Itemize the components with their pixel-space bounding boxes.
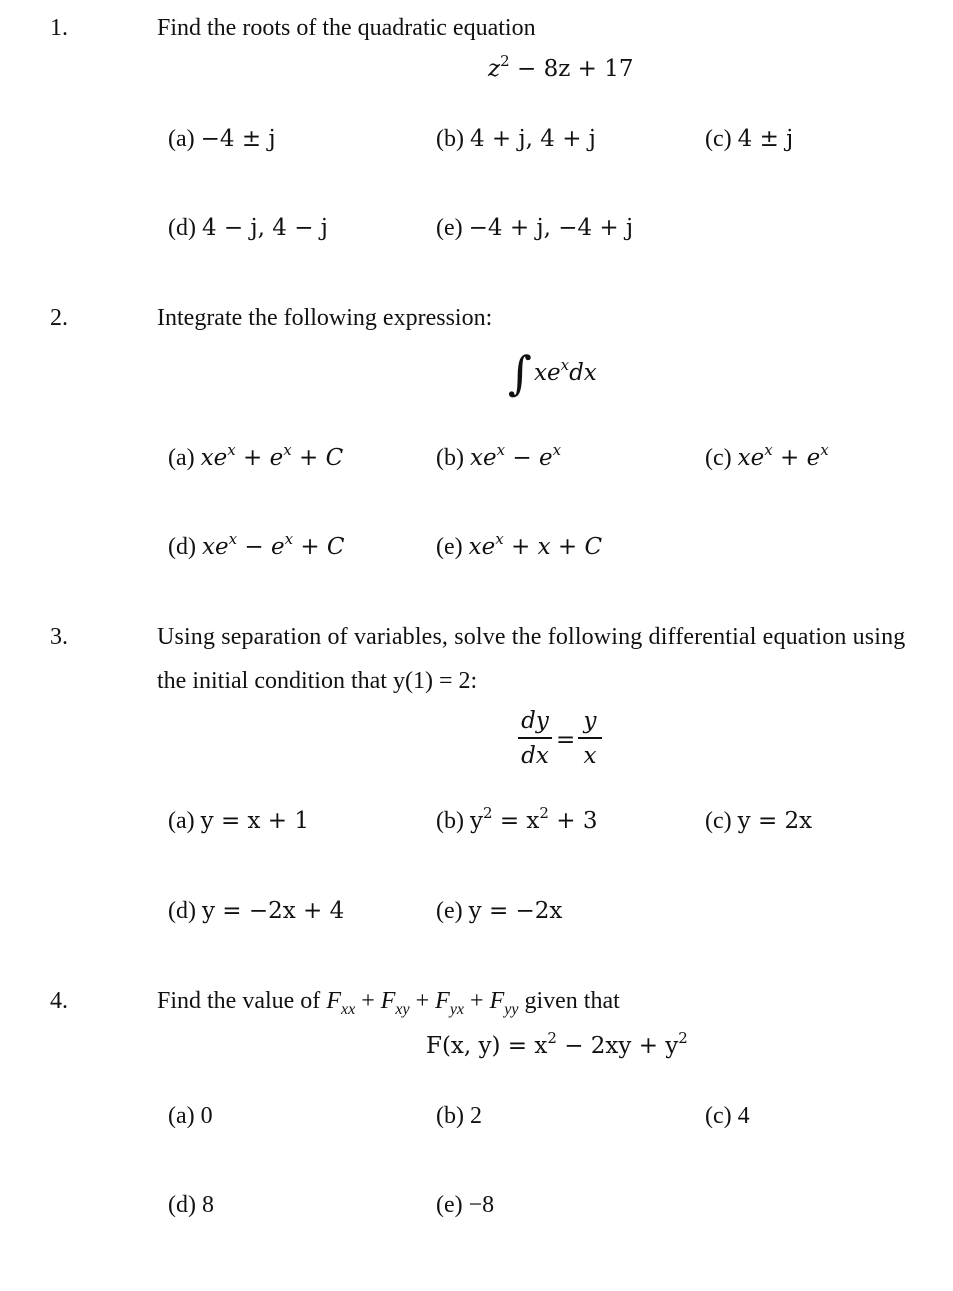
answer-option-d[interactable]: (d) 8 (168, 1192, 214, 1218)
question-prompt-line2: the initial condition that y(1) = 2: (157, 668, 478, 694)
function-equation: F(x, $y) = x^2 - 2xy + y^2$ (426, 1029, 688, 1059)
question-number: 3. (50, 624, 68, 650)
answer-option-e[interactable]: (e) −4 + j, −4 + j (436, 215, 634, 241)
answer-option-a[interactable]: (a) 0 (168, 1103, 213, 1129)
answer-option-d[interactable]: (d) y = −2x + 4 (168, 898, 345, 924)
integral-sign: ∫ (508, 346, 532, 400)
question-prompt-line1: Using separation of variables, solve the following differential equation using (157, 625, 906, 649)
answer-option-c[interactable]: (c) 4 (705, 1103, 750, 1129)
answer-option-e[interactable]: (e) $xe^x + x + C$ (436, 530, 603, 560)
question-number: 1. (50, 15, 68, 41)
answer-option-c[interactable]: (c) 4 ± j (705, 126, 794, 152)
answer-option-b[interactable]: (b) 4 + j, 4 + j (436, 126, 596, 152)
answer-option-c[interactable]: (c) $xe^x + e^x$ (705, 441, 829, 471)
question-prompt: Integrate the following expression: (157, 305, 493, 331)
answer-option-c[interactable]: (c) y = 2x (705, 808, 813, 834)
question-prompt: Find the value of $F_{xx} + F_{xy} + F_{yx} + F_{yy}$ given that (157, 988, 620, 1018)
answer-option-a[interactable]: (a) y = x + 1 (168, 808, 310, 834)
answer-option-d[interactable]: (d) $xe^x - e^x + C$ (168, 530, 345, 560)
answer-option-b[interactable]: (b) $xe^x - e^x$ (436, 441, 562, 471)
question-number: 4. (50, 988, 68, 1014)
answer-option-b[interactable]: (b) 2 (436, 1103, 482, 1129)
question-number: 2. (50, 305, 68, 331)
answer-option-d[interactable]: (d) 4 − j, 4 − j (168, 215, 328, 241)
answer-option-b[interactable]: (b) $y^2 = x^2 + 3$ (436, 804, 598, 834)
answer-option-a[interactable]: (a) −4 ± j (168, 126, 276, 152)
fraction-y-x: y x (578, 710, 602, 768)
quadratic-equation: $z^2 - 8z + 17$ (488, 52, 634, 82)
question-prompt: Find the roots of the quadratic equation (157, 15, 536, 41)
answer-option-e[interactable]: (e) −8 (436, 1192, 495, 1218)
equals-sign: = (556, 727, 576, 753)
fraction-dy-dx: dy dx (518, 710, 552, 768)
answer-option-a[interactable]: (a) $xe^x + e^x + C$ (168, 441, 344, 471)
answer-option-e[interactable]: (e) y = −2x (436, 898, 563, 924)
integrand: $xe^xdx$ (534, 356, 597, 386)
